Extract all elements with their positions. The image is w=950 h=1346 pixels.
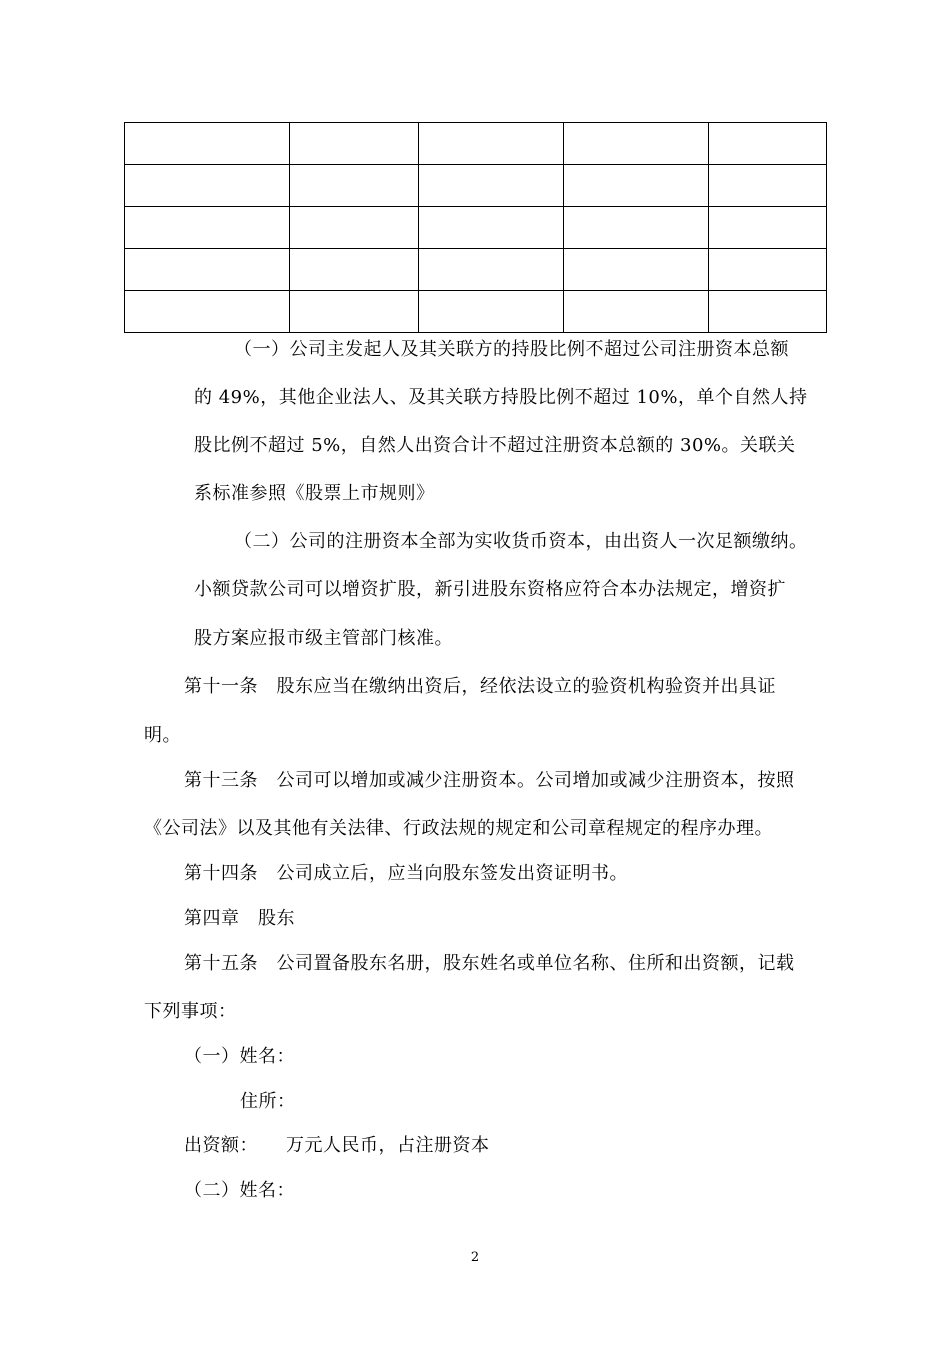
article-11-line-1: 第十一条 股东应当在缴纳出资后，经依法设立的验资机构验资并出具证 (184, 676, 776, 697)
shareholder-1-contribution: 出资额： 万元人民币，占注册资本 (184, 1135, 490, 1156)
article-13-line-2: 《公司法》以及其他有关法律、行政法规的规定和公司章程规定的程序办理。 (144, 818, 773, 839)
table-cell (290, 249, 419, 291)
table-row (125, 291, 827, 333)
clause-item-2-line-2: 小额贷款公司可以增资扩股，新引进股东资格应符合本办法规定，增资扩 (194, 579, 786, 600)
table-cell (125, 207, 290, 249)
clause-item-1-line-4: 系标准参照《股票上市规则》 (194, 483, 435, 504)
shareholder-2-name: （二）姓名： (184, 1180, 295, 1201)
article-15-line-1: 第十五条 公司置备股东名册，股东姓名或单位名称、住所和出资额，记载 (184, 953, 795, 974)
table-row (125, 165, 827, 207)
table-cell (125, 291, 290, 333)
table-cell (564, 291, 709, 333)
table-cell (419, 249, 564, 291)
clause-item-1-line-2: 的 49%，其他企业法人、及其关联方持股比例不超过 10%，单个自然人持 (194, 387, 808, 408)
shareholder-1-name: （一）姓名： (184, 1046, 295, 1067)
table-cell (709, 207, 827, 249)
article-13-line-1: 第十三条 公司可以增加或减少注册资本。公司增加或减少注册资本，按照 (184, 770, 795, 791)
chapter-4-heading: 第四章 股东 (184, 908, 295, 929)
shareholder-1-address: 住所： (240, 1091, 296, 1112)
table-row (125, 123, 827, 165)
table-cell (564, 165, 709, 207)
table-cell (564, 207, 709, 249)
page-number: 2 (470, 1250, 480, 1265)
article-11-line-2: 明。 (144, 725, 181, 746)
table-cell (290, 207, 419, 249)
table-cell (125, 249, 290, 291)
table-cell (709, 291, 827, 333)
shareholder-table (124, 122, 827, 333)
table-cell (290, 123, 419, 165)
table-row (125, 249, 827, 291)
article-14: 第十四条 公司成立后，应当向股东签发出资证明书。 (184, 863, 628, 884)
table-cell (419, 207, 564, 249)
clause-item-1-line-3: 股比例不超过 5%，自然人出资合计不超过注册资本总额的 30%。关联关 (194, 435, 796, 456)
table-cell (125, 123, 290, 165)
table-cell (564, 123, 709, 165)
table-cell (419, 165, 564, 207)
clause-item-2-line-1: （二）公司的注册资本全部为实收货币资本，由出资人一次足额缴纳。 (234, 531, 808, 552)
table-cell (419, 123, 564, 165)
clause-item-1-line-1: （一）公司主发起人及其关联方的持股比例不超过公司注册资本总额 (234, 339, 789, 360)
table-cell (709, 249, 827, 291)
table-row (125, 207, 827, 249)
table-cell (564, 249, 709, 291)
table-cell (125, 165, 290, 207)
clause-item-2-line-3: 股方案应报市级主管部门核准。 (194, 628, 453, 649)
table-cell (709, 165, 827, 207)
table-cell (419, 291, 564, 333)
table-cell (709, 123, 827, 165)
table-cell (290, 291, 419, 333)
table-cell (290, 165, 419, 207)
article-15-line-2: 下列事项： (144, 1001, 237, 1022)
